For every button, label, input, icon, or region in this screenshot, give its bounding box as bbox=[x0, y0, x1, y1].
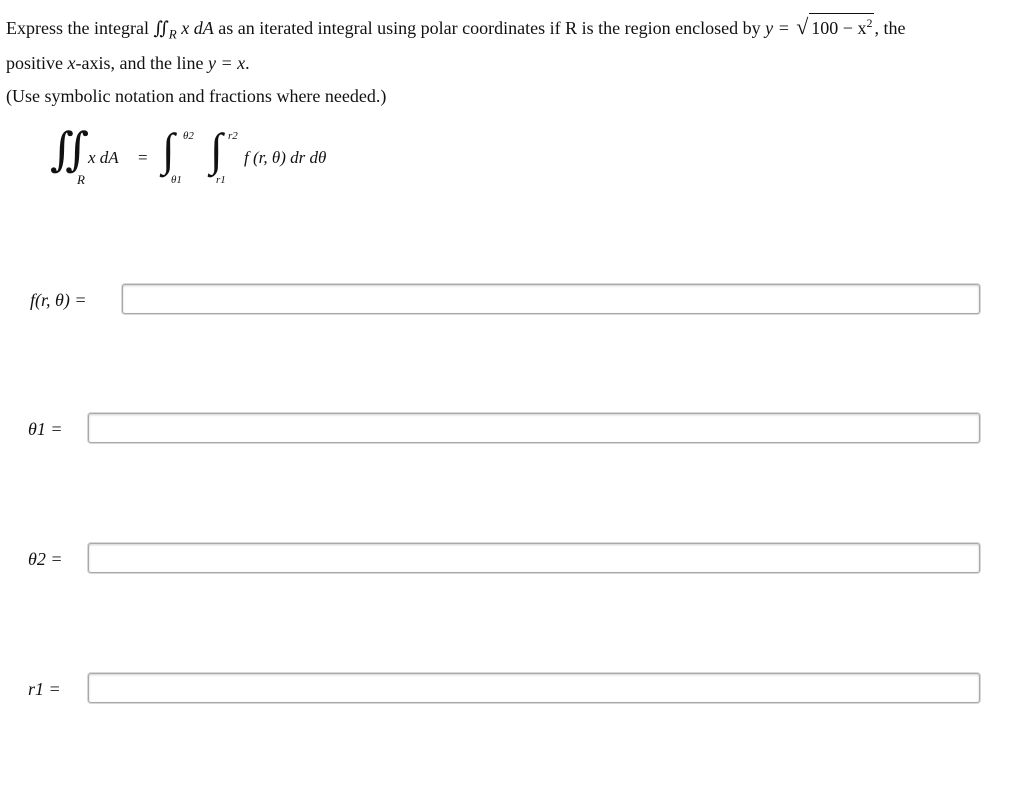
field-label-theta2: θ2 = bbox=[28, 549, 63, 569]
field-label-f: f(r, θ) = bbox=[30, 290, 87, 310]
field-row-r1 bbox=[0, 673, 1024, 707]
radicand-text: 100 − x bbox=[811, 18, 867, 38]
formula-equals: = bbox=[138, 148, 148, 167]
question-part: Express the integral bbox=[6, 18, 154, 38]
question-part: -axis, and the line bbox=[75, 52, 208, 73]
upper-limit-r2: r2 bbox=[228, 130, 238, 142]
radicand-exponent: 2 bbox=[866, 16, 873, 30]
x-variable: x bbox=[67, 52, 76, 73]
question-part: as an iterated integral using polar coordinates if R is the region enclosed by bbox=[213, 18, 766, 38]
formula-region-sub: R bbox=[77, 172, 85, 187]
lower-limit-r1: r1 bbox=[216, 174, 226, 186]
hint-text: (Use symbolic notation and fractions where needed.) bbox=[6, 86, 387, 106]
lower-limit-theta1: θ1 bbox=[171, 174, 182, 186]
answer-input-r1[interactable] bbox=[88, 673, 980, 703]
double-integral-symbol: ∬ bbox=[153, 18, 169, 38]
field-row-theta1 bbox=[0, 413, 1024, 447]
field-row-f bbox=[0, 284, 1024, 318]
double-integral-icon: ∬ bbox=[50, 124, 90, 175]
question-part: positive bbox=[6, 52, 68, 73]
field-label-r1: r1 = bbox=[28, 679, 61, 699]
formula-integrand: f (r, θ) dr dθ bbox=[244, 148, 327, 167]
integrand-text: x dA bbox=[181, 18, 214, 38]
question-text bbox=[6, 12, 1024, 78]
sqrt-icon: √ bbox=[796, 14, 809, 39]
upper-limit-theta2: θ2 bbox=[183, 130, 194, 142]
radicand bbox=[809, 13, 874, 37]
line-equation: y = x bbox=[207, 52, 246, 73]
answer-input-theta2[interactable] bbox=[88, 543, 980, 573]
integral-outer-icon: ∫ bbox=[162, 124, 175, 175]
answer-input-f[interactable] bbox=[122, 284, 980, 314]
field-label-theta1: θ1 = bbox=[28, 419, 63, 439]
formula-lhs: x dA bbox=[88, 148, 119, 167]
answer-input-theta1[interactable] bbox=[88, 413, 980, 443]
integral-inner-icon: ∫ bbox=[210, 124, 223, 175]
question-part: , the bbox=[874, 18, 906, 38]
question-part: . bbox=[245, 52, 250, 73]
region-subscript: R bbox=[168, 26, 177, 42]
field-row-theta2 bbox=[0, 543, 1024, 577]
iterated-integral-formula bbox=[50, 124, 470, 198]
y-equals: y = bbox=[765, 18, 795, 38]
